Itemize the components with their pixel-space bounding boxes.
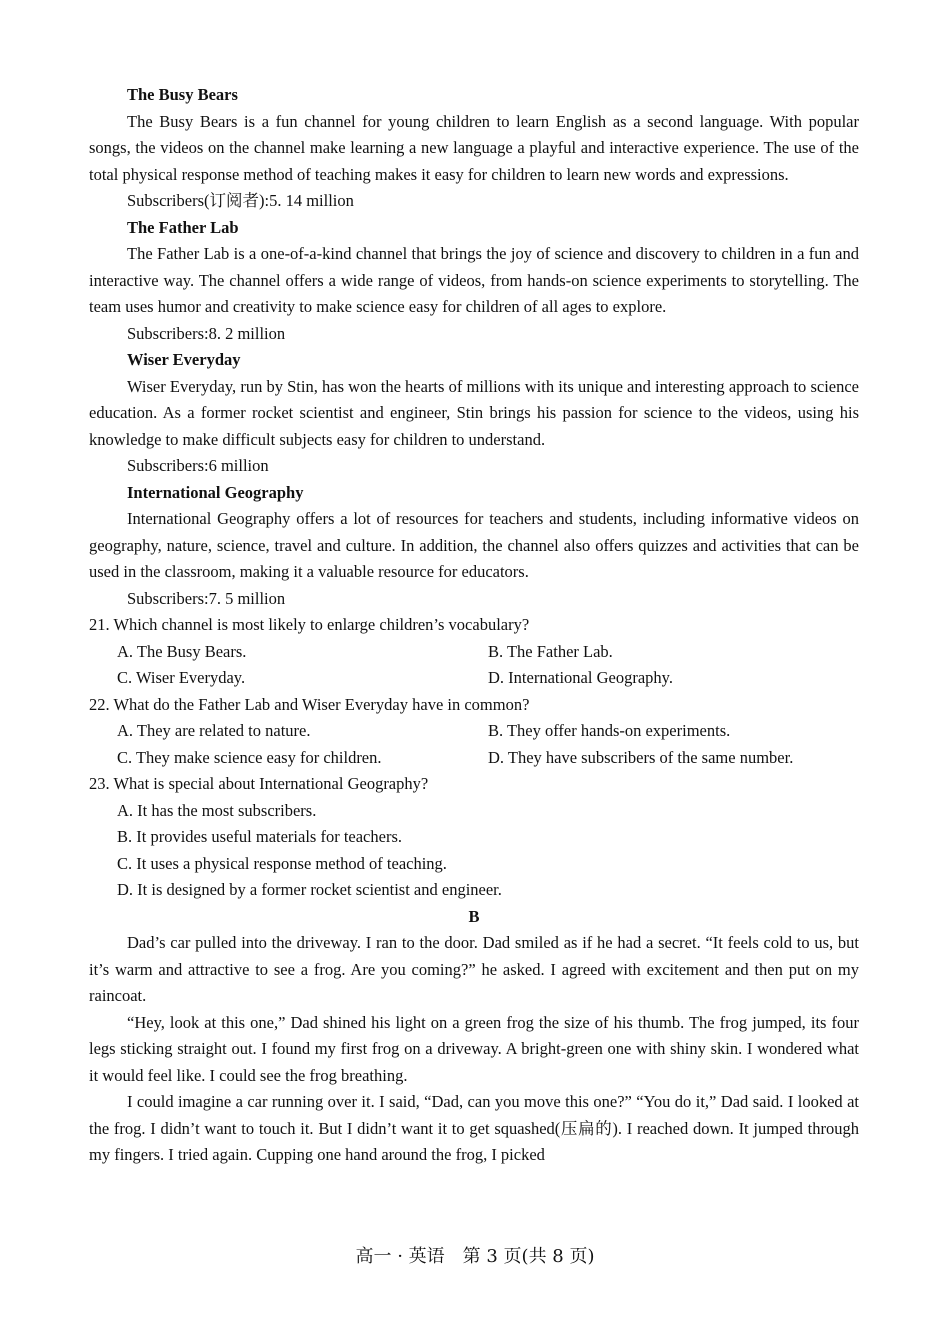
option-c[interactable]: C. They make science easy for children. [117, 747, 382, 767]
page-footer: 高一 · 英语 第 3 页(共 8 页) [355, 1246, 595, 1267]
question-stem: 21. Which channel is most likely to enlarge children’s vocabulary? [89, 615, 530, 634]
option-row [89, 718, 859, 745]
channel-title: International Geography [127, 482, 304, 502]
channel-title: Wiser Everyday [127, 350, 241, 369]
option-a[interactable]: A. They are related to nature. [117, 721, 311, 740]
question-stem: 23. What is special about International Geography? [89, 774, 429, 793]
option-row [89, 745, 859, 772]
story-paragraph: I could imagine a car running over it. I said, “Dad, can you move this one?” “You do it,” Dad said. I looked at the frog. I didn’t want to touch it. But I didn’t want it to get squashed(压扁的). I reached down. It jumped through my fingers. I tried again. Cupping one hand around the frog, I picked [89, 1092, 859, 1164]
option-row [89, 639, 859, 666]
channel-description: The Father Lab is a one-of-a-kind channel that brings the joy of science and discovery to children in a fun and interactive way. The channel offers a wide range of videos, from hands-on science experiments to storytelling. The team uses humor and creativity to make science easy for children of all ages to explore. [89, 244, 859, 316]
channel-subscribers: Subscribers:7. 5 million [127, 588, 286, 608]
option-b[interactable]: B. They offer hands-on experiments. [488, 721, 731, 740]
question-stem: 22. What do the Father Lab and Wiser Everyday have in common? [89, 694, 530, 714]
section-heading: B [468, 906, 480, 926]
channel-description: Wiser Everyday, run by Stin, has won the hearts of millions with its unique and interesting approach to science education. As a former rocket scientist and engineer, Stin brings his passion for science to the videos, using his knowledge to make difficult subjects easy for children to understand. [89, 376, 859, 449]
option-d[interactable]: D. It is designed by a former rocket scientist and engineer. [117, 880, 502, 899]
option-d[interactable]: D. They have subscribers of the same number. [488, 747, 794, 767]
story-paragraph: Dad’s car pulled into the driveway. I ran to the door. Dad smiled as if he had a secret. “It feels cold to us, but it’s warm and attractive to see a frog. Are you coming?” he asked. I agreed with excitement and then put on my raincoat. [89, 933, 859, 1005]
option-row [89, 665, 859, 692]
channel-subscribers: Subscribers(订阅者):5. 14 million [127, 191, 354, 210]
story-paragraph: “Hey, look at this one,” Dad shined his light on a green frog the size of his thumb. The frog jumped, its four legs sticking straight out. I found my first frog on a driveway. A bright-green one with shiny skin. I wondered what it would feel like. I could see the frog breathing. [89, 1012, 859, 1085]
option-b[interactable]: B. The Father Lab. [488, 641, 613, 661]
channel-subscribers: Subscribers:8. 2 million [127, 323, 286, 343]
option-a[interactable]: A. The Busy Bears. [117, 641, 247, 661]
exam-page [89, 82, 859, 1169]
option-c[interactable]: C. Wiser Everyday. [117, 668, 246, 687]
channel-title: The Busy Bears [127, 85, 238, 104]
option-c[interactable]: C. It uses a physical response method of teaching. [117, 853, 447, 873]
channel-title: The Father Lab [127, 217, 239, 237]
channel-description: The Busy Bears is a fun channel for young children to learn English as a second language. With popular songs, the videos on the channel make learning a new language a playful and interactive experience. The use of the total physical response method of teaching makes it easy for children to learn new words and expressions. [89, 111, 859, 184]
option-d[interactable]: D. International Geography. [488, 668, 673, 687]
channel-description: International Geography offers a lot of resources for teachers and students, including informative videos on geography, nature, science, travel and culture. In addition, the channel also offers quizzes and activities that can be used in the classroom, making it a valuable resource for educators. [89, 509, 859, 581]
option-b[interactable]: B. It provides useful materials for teachers. [117, 827, 402, 846]
channel-subscribers: Subscribers:6 million [127, 456, 269, 475]
option-a[interactable]: A. It has the most subscribers. [117, 800, 317, 820]
